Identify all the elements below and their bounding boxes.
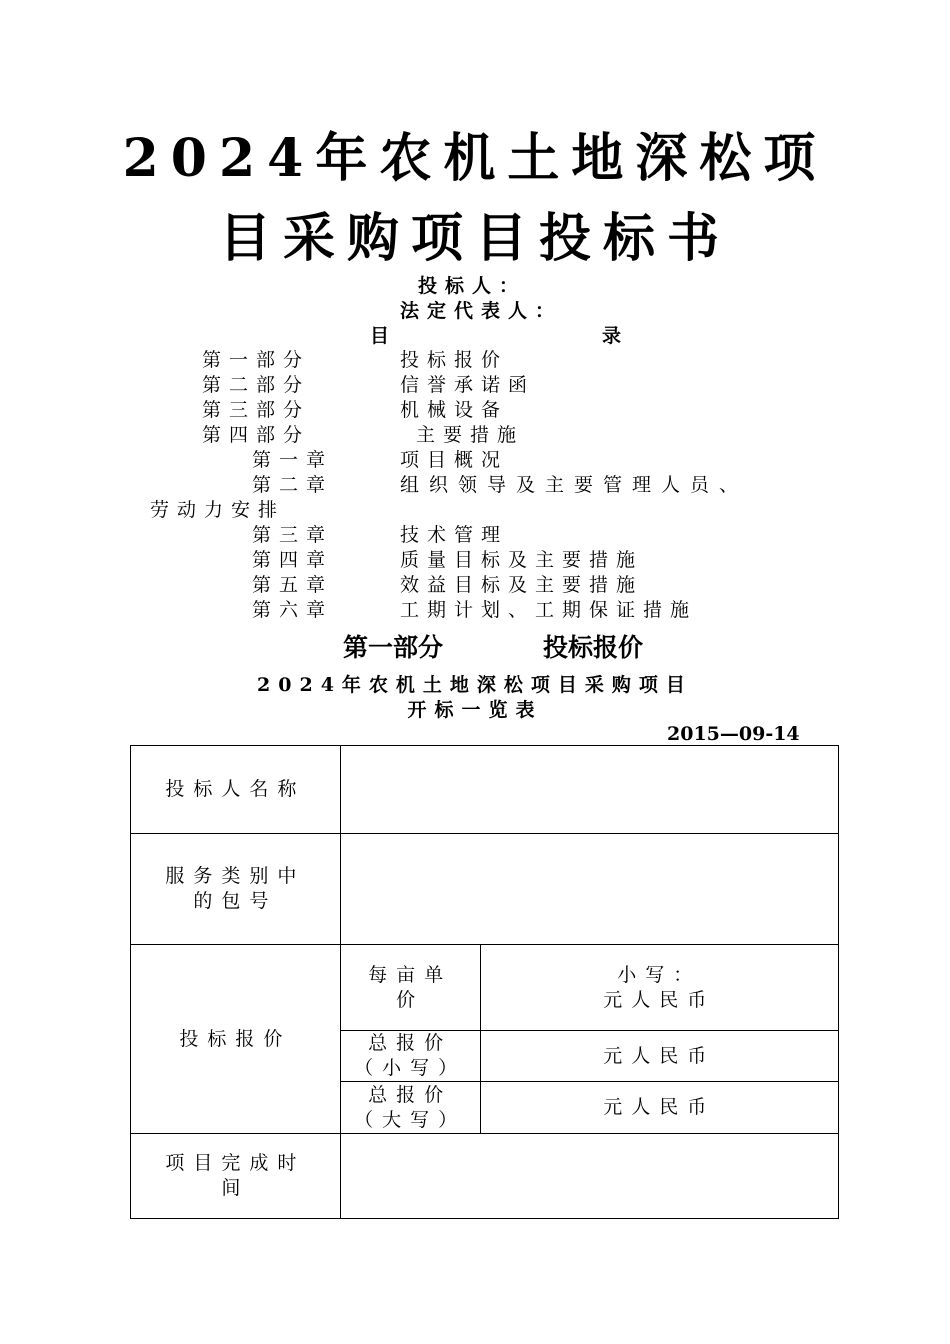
toc-chapter: 第四章 (252, 549, 334, 571)
toc-chapter-name: 质量目标及主要措施 (400, 549, 644, 571)
unit-price-label-line1: 每亩单 (368, 963, 453, 986)
toc-chapter: 第一章 (252, 449, 334, 471)
lower-case-label: 小写： (617, 963, 702, 986)
total-price-upper-line2: （大写） (354, 1108, 467, 1131)
completion-time-line2: 间 (221, 1177, 250, 1199)
legal-rep-label: 法定代表人： (400, 300, 563, 322)
bidder-name-label: 投标人名称 (131, 746, 341, 834)
total-price-upper-line1: 总报价 (368, 1083, 453, 1106)
table-row (131, 834, 839, 945)
table-row (131, 746, 839, 834)
total-price-upper-value[interactable]: 元人民币 (480, 1082, 838, 1134)
toc-chapter: 第五章 (252, 574, 334, 596)
toc-part-name: 投标报价 (400, 349, 509, 371)
document-title-line1: 2024年农机土地深松项 (122, 128, 828, 189)
completion-time-line1: 项目完成时 (165, 1152, 306, 1174)
toc-part: 第二部分 (202, 374, 311, 396)
toc-part: 第三部分 (202, 399, 311, 421)
bidder-label: 投标人： (418, 275, 527, 297)
toc-chapter-name: 工期计划、工期保证措施 (400, 599, 698, 621)
service-package-value[interactable] (340, 834, 838, 945)
toc-heading-left: 目 (370, 325, 398, 347)
form-title-line1: 2024年农机土地深松项目采购项目 (257, 674, 693, 696)
total-price-lower-value[interactable]: 元人民币 (480, 1031, 838, 1082)
unit-price-value[interactable] (480, 945, 838, 1031)
service-package-label-line1: 服务类别中 (165, 865, 306, 887)
total-price-lower-label (340, 1031, 480, 1082)
unit-price-label-line2: 价 (396, 988, 425, 1011)
toc-part-name: 信誉承诺函 (400, 374, 536, 396)
table-row (131, 1134, 839, 1219)
toc-chapter-name: 项目概况 (400, 449, 509, 471)
completion-time-value[interactable] (340, 1134, 838, 1219)
service-package-label-line2: 的包号 (193, 890, 278, 912)
document-title-line2: 目采购项目投标书 (218, 208, 731, 269)
toc-chapter: 第三章 (252, 524, 334, 546)
toc-part: 第一部分 (202, 349, 311, 371)
rmb-unit: 元人民币 (603, 988, 716, 1011)
form-title-line2: 开标一览表 (407, 699, 543, 721)
part1-heading-left: 第一部分 (343, 633, 444, 662)
total-price-upper-label (340, 1082, 480, 1134)
toc-heading-right: 录 (602, 325, 630, 347)
toc-chapter-name: 技术管理 (400, 524, 509, 546)
toc-chapter-name: 效益目标及主要措施 (400, 574, 644, 596)
part1-heading-right: 投标报价 (543, 633, 644, 662)
toc-chapter: 第二章 (252, 474, 334, 496)
total-price-lower-line2: （小写） (354, 1057, 467, 1079)
toc-part-name: 主要措施 (416, 424, 525, 446)
unit-price-label (340, 945, 480, 1031)
service-package-label (131, 834, 341, 945)
form-date: 2015—09-14 (667, 723, 800, 745)
toc-chapter-name-cont: 劳动力安排 (150, 499, 286, 521)
toc-chapter: 第六章 (252, 599, 334, 621)
toc-part-name: 机械设备 (400, 399, 509, 421)
toc-chapter-name: 组织领导及主要管理人员、 (400, 474, 749, 496)
toc-part: 第四部分 (202, 424, 311, 446)
table-row (131, 945, 839, 1031)
completion-time-label (131, 1134, 341, 1219)
bid-price-label: 投标报价 (131, 945, 341, 1134)
bidder-name-value[interactable] (340, 746, 838, 834)
total-price-lower-line1: 总报价 (368, 1032, 453, 1054)
bid-summary-table (130, 745, 839, 1219)
